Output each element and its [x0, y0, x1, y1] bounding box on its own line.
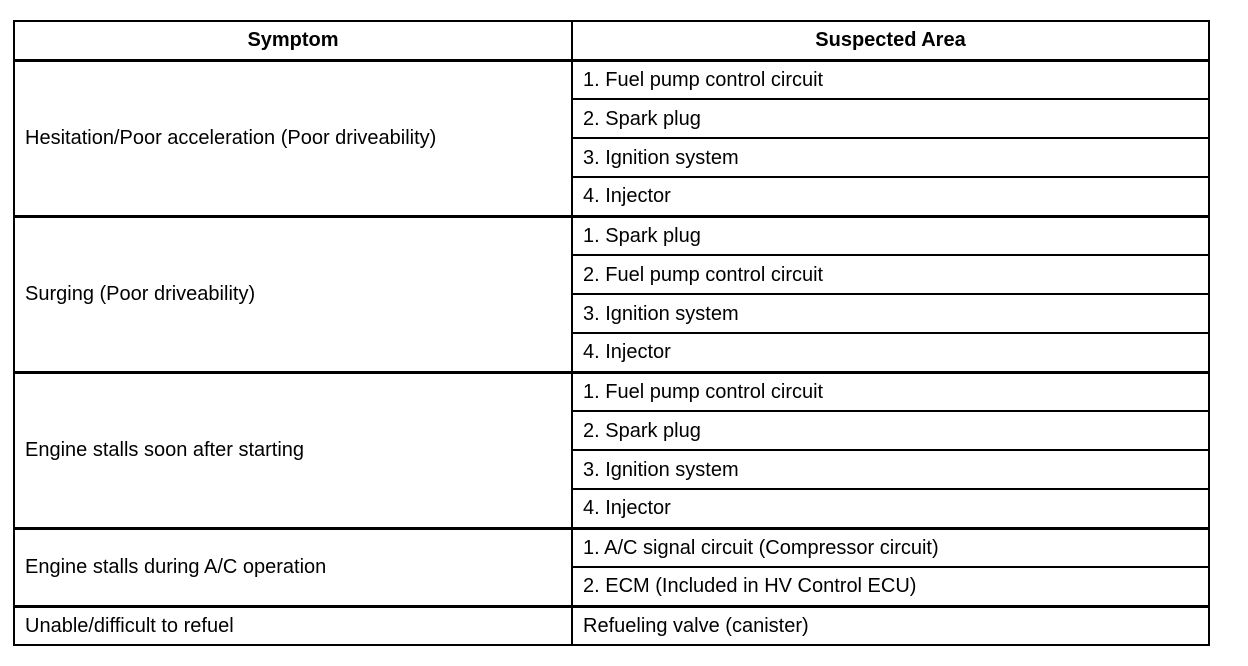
- symptom-cell: Unable/difficult to refuel: [14, 606, 572, 645]
- suspected-area-cell: 1. Fuel pump control circuit: [572, 372, 1209, 411]
- symptom-table: [13, 20, 1210, 646]
- table-row: [14, 60, 1209, 99]
- suspected-area-cell: 4. Injector: [572, 177, 1209, 216]
- symptom-cell: Surging (Poor driveability): [14, 216, 572, 372]
- suspected-area-cell: 1. A/C signal circuit (Compressor circuit): [572, 528, 1209, 567]
- symptom-cell: Engine stalls during A/C operation: [14, 528, 572, 606]
- suspected-area-cell: 4. Injector: [572, 489, 1209, 528]
- symptom-cell: Hesitation/Poor acceleration (Poor driveability): [14, 60, 572, 216]
- suspected-area-cell: 1. Spark plug: [572, 216, 1209, 255]
- symptom-cell: Engine stalls soon after starting: [14, 372, 572, 528]
- header-suspected-area: Suspected Area: [572, 21, 1209, 60]
- table-row: [14, 372, 1209, 411]
- suspected-area-cell: 3. Ignition system: [572, 138, 1209, 177]
- suspected-area-cell: 3. Ignition system: [572, 450, 1209, 489]
- table-row: [14, 606, 1209, 645]
- suspected-area-cell: 2. Spark plug: [572, 411, 1209, 450]
- table-row: [14, 528, 1209, 567]
- suspected-area-cell: 2. Fuel pump control circuit: [572, 255, 1209, 294]
- suspected-area-cell: Refueling valve (canister): [572, 606, 1209, 645]
- suspected-area-cell: 3. Ignition system: [572, 294, 1209, 333]
- suspected-area-cell: 2. ECM (Included in HV Control ECU): [572, 567, 1209, 606]
- table-row: [14, 216, 1209, 255]
- table-header-row: [14, 21, 1209, 60]
- suspected-area-cell: 4. Injector: [572, 333, 1209, 372]
- table-body: [14, 60, 1209, 645]
- suspected-area-cell: 1. Fuel pump control circuit: [572, 60, 1209, 99]
- suspected-area-cell: 2. Spark plug: [572, 99, 1209, 138]
- header-symptom: Symptom: [14, 21, 572, 60]
